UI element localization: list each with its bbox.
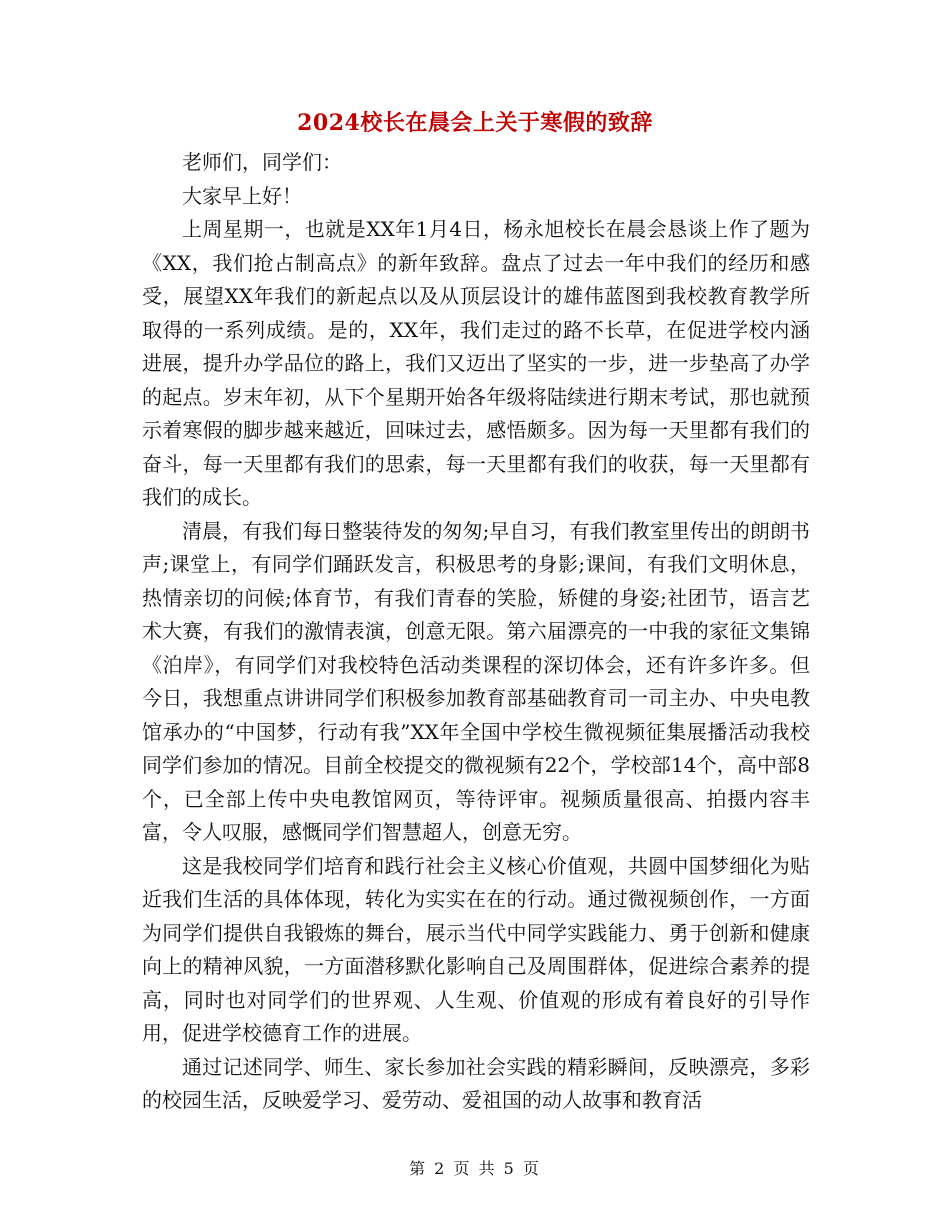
body-paragraph: 这是我校同学们培育和践行社会主义核心价值观，共圆中国梦细化为贴近我们生活的具体体现，转化为实实在在的行动。通过微视频创作，一方面为同学们提供自我锻炼的舞台，展示当代中同学实践能力、勇于创新和健康向上的精神风貌，一方面潜移默化影响自己及周围群体，促进综合素养的提高，同时也对同学们的世界观、人生观、价值观的形成有着良好的引导作用，促进学校德育工作的进展。	[142, 853, 810, 1045]
document-body	[142, 146, 810, 1118]
greeting-paragraph: 大家早上好！	[182, 183, 302, 208]
salutation-paragraph: 老师们，同学们：	[182, 150, 342, 174]
body-paragraph: 通过记述同学、师生、家长参加社会实践的精彩瞬间，反映漂亮，多彩的校园生活，反映爱学习、爱劳动、爱祖国的动人故事和教育活	[142, 1054, 810, 1112]
page-number-footer: 第 2 页 共 5 页	[409, 1159, 541, 1178]
body-paragraph: 上周星期一，也就是XX年1月4日，杨永旭校长在晨会恳谈上作了题为《XX，我们抢占制高点》的新年致辞。盘点了过去一年中我们的经历和感受，展望XX年我们的新起点以及从顶层设计的雄伟蓝图到我校教育教学所取得的一系列成绩。是的，XX年，我们走过的路不长草，在促进学校内涵进展，提升办学品位的路上，我们又迈出了坚实的一步，进一步垫高了办学的起点。岁末年初，从下个星期开始各年级将陆续进行期末考试，那也就预示着寒假的脚步越来越近，回味过去，感悟颇多。因为每一天里都有我们的奋斗，每一天里都有我们的思索，每一天里都有我们的收获，每一天里都有我们的成长。	[142, 217, 810, 509]
document-title: 2024校长在晨会上关于寒假的致辞	[297, 110, 653, 136]
body-paragraph: 清晨，有我们每日整装待发的匆匆;早自习，有我们教室里传出的朗朗书声;课堂上，有同学们踊跃发言，积极思考的身影;课间，有我们文明休息，热情亲切的问候;体育节，有我们青春的笑脸，矫健的身姿;社团节，语言艺术大赛，有我们的激情表演，创意无限。第六届漂亮的一中我的家征文集锦《泊岸》，有同学们对我校特色活动类课程的深切体会，还有许多许多。但今日，我想重点讲讲同学们积极参加教育部基础教育司一司主办、中央电教馆承办的“中国梦，行动有我”XX年全国中学校生微视频征集展播活动我校同学们参加的情况。目前全校提交的微视频有22个，学校部14个，高中部8个，已全部上传中央电教馆网页，等待评审。视频质量很高、拍摄内容丰富，令人叹服，感慨同学们智慧超人，创意无穷。	[142, 518, 810, 844]
